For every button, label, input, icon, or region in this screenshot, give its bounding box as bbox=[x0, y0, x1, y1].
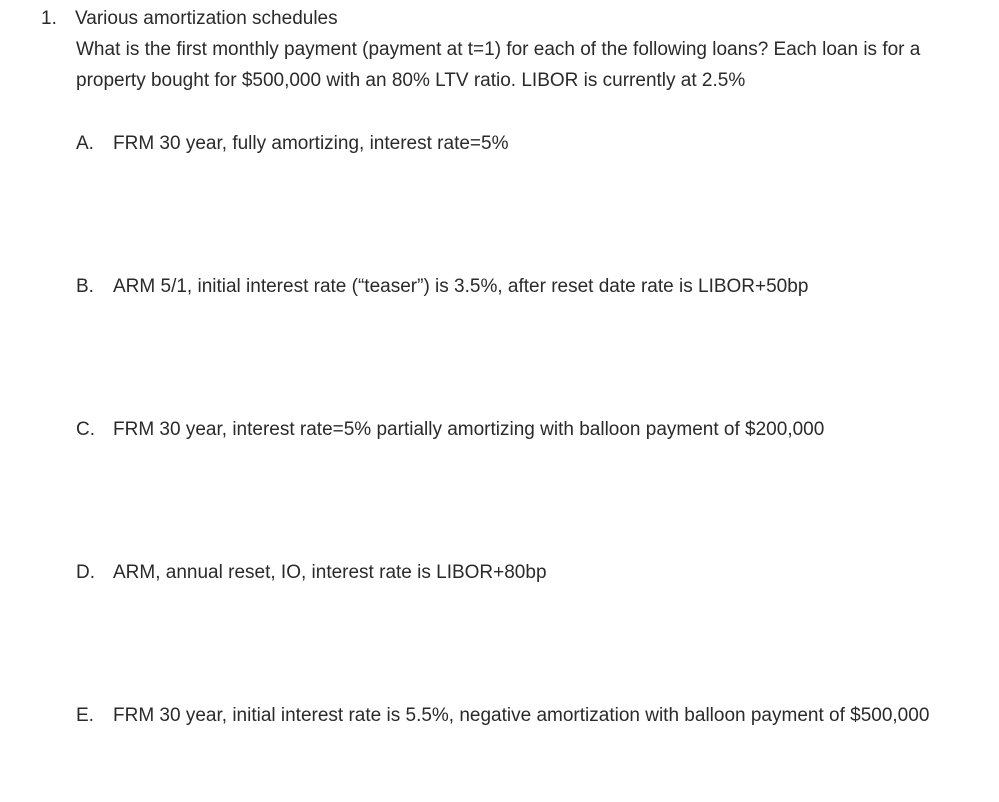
option-letter: E. bbox=[76, 705, 94, 726]
option-text: FRM 30 year, interest rate=5% partially amortizing with balloon payment of $200,000 bbox=[113, 419, 825, 440]
question-title: Various amortization schedules bbox=[75, 8, 338, 29]
question-body: What is the first monthly payment (payment at t=1) for each of the following loans? Each loan is for a property bought for $500,000 with an 80% LTV ratio. LIBOR is currently at 2.5% bbox=[76, 39, 921, 91]
option-letter: A. bbox=[76, 133, 94, 154]
option-text: ARM 5/1, initial interest rate (“teaser”) is 3.5%, after reset date rate is LIBOR+50bp bbox=[113, 276, 809, 297]
question-number: 1. bbox=[41, 8, 57, 29]
option-text: FRM 30 year, initial interest rate is 5.5%, negative amortization with balloon payment of $500,000 bbox=[113, 705, 930, 726]
option-text: FRM 30 year, fully amortizing, interest rate=5% bbox=[113, 133, 509, 154]
option-letter: D. bbox=[76, 562, 95, 583]
option-text: ARM, annual reset, IO, interest rate is LIBOR+80bp bbox=[113, 562, 547, 583]
option-letter: C. bbox=[76, 419, 95, 440]
option-letter: B. bbox=[76, 276, 94, 297]
